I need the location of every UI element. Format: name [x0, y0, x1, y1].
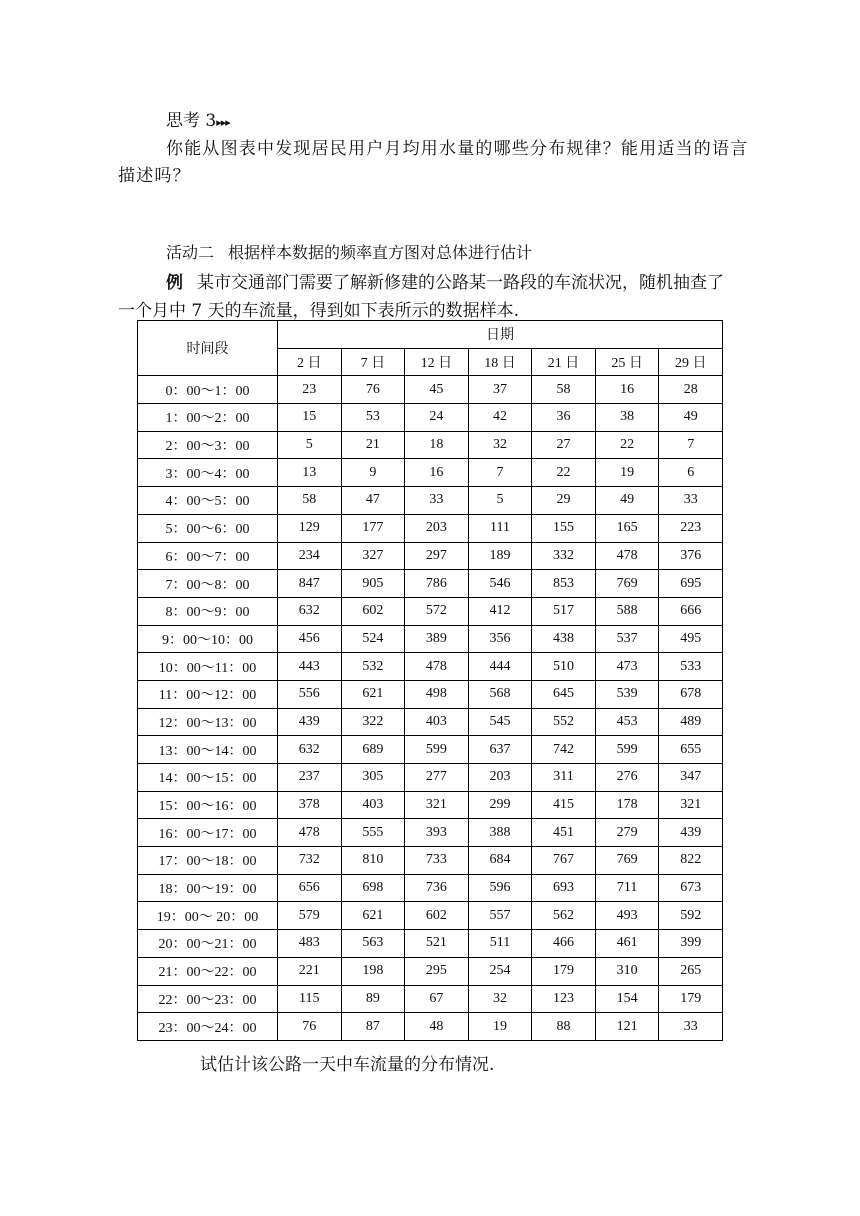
traffic-value-cell: 656	[278, 874, 342, 902]
traffic-value-cell: 473	[595, 653, 659, 681]
date-column-header: 25 日	[595, 348, 659, 376]
table-row	[138, 1013, 723, 1041]
traffic-value-cell: 403	[341, 791, 405, 819]
traffic-value-cell: 203	[468, 764, 532, 792]
task-footer: 试估计该公路一天中车流量的分布情况.	[200, 1055, 495, 1075]
table-row	[138, 708, 723, 736]
traffic-value-cell: 478	[278, 819, 342, 847]
table-row	[138, 459, 723, 487]
example-label: 例	[166, 273, 183, 293]
traffic-value-cell: 21	[341, 431, 405, 459]
traffic-value-cell: 311	[532, 764, 596, 792]
table-row	[138, 874, 723, 902]
traffic-value-cell: 155	[532, 514, 596, 542]
example-line-2: 一个月中 7 天的车流量，得到如下表所示的数据样本.	[118, 301, 520, 321]
traffic-value-cell: 905	[341, 570, 405, 598]
traffic-value-cell: 19	[595, 459, 659, 487]
question-line-2: 描述吗？	[118, 166, 191, 186]
traffic-value-cell: 297	[405, 542, 469, 570]
period-cell: 3：00～4：00	[138, 459, 278, 487]
traffic-value-cell: 461	[595, 930, 659, 958]
table-row	[138, 431, 723, 459]
traffic-value-cell: 89	[341, 985, 405, 1013]
traffic-value-cell: 552	[532, 708, 596, 736]
example-text-1: 某市交通部门需要了解新修建的公路某一路段的车流状况，随机抽查了	[197, 273, 724, 293]
traffic-value-cell: 322	[341, 708, 405, 736]
traffic-value-cell: 478	[595, 542, 659, 570]
traffic-value-cell: 76	[341, 376, 405, 404]
traffic-value-cell: 305	[341, 764, 405, 792]
traffic-value-cell: 389	[405, 625, 469, 653]
traffic-value-cell: 115	[278, 985, 342, 1013]
activity-title: 根据样本数据的频率直方图对总体进行估计	[228, 243, 533, 262]
traffic-value-cell: 579	[278, 902, 342, 930]
traffic-value-cell: 588	[595, 597, 659, 625]
date-column-header: 2 日	[278, 348, 342, 376]
traffic-value-cell: 179	[532, 957, 596, 985]
traffic-value-cell: 29	[532, 487, 596, 515]
traffic-value-cell: 111	[468, 514, 532, 542]
traffic-value-cell: 555	[341, 819, 405, 847]
traffic-value-cell: 88	[532, 1013, 596, 1041]
traffic-value-cell: 412	[468, 597, 532, 625]
traffic-value-cell: 45	[405, 376, 469, 404]
traffic-value-cell: 27	[532, 431, 596, 459]
traffic-value-cell: 22	[595, 431, 659, 459]
traffic-value-cell: 621	[341, 902, 405, 930]
traffic-value-cell: 23	[278, 376, 342, 404]
traffic-value-cell: 438	[532, 625, 596, 653]
traffic-value-cell: 736	[405, 874, 469, 902]
traffic-value-cell: 769	[595, 570, 659, 598]
traffic-value-cell: 28	[659, 376, 723, 404]
traffic-value-cell: 655	[659, 736, 723, 764]
traffic-value-cell: 444	[468, 653, 532, 681]
period-cell: 9：00～10：00	[138, 625, 278, 653]
traffic-value-cell: 439	[659, 819, 723, 847]
traffic-value-cell: 546	[468, 570, 532, 598]
table-row	[138, 404, 723, 432]
traffic-value-cell: 32	[468, 431, 532, 459]
traffic-value-cell: 19	[468, 1013, 532, 1041]
date-column-header: 21 日	[532, 348, 596, 376]
traffic-value-cell: 178	[595, 791, 659, 819]
period-cell: 23：00～24：00	[138, 1013, 278, 1041]
traffic-value-cell: 443	[278, 653, 342, 681]
traffic-value-cell: 632	[278, 597, 342, 625]
traffic-value-cell: 42	[468, 404, 532, 432]
traffic-value-cell: 511	[468, 930, 532, 958]
traffic-value-cell: 6	[659, 459, 723, 487]
traffic-value-cell: 521	[405, 930, 469, 958]
traffic-value-cell: 15	[278, 404, 342, 432]
traffic-value-cell: 786	[405, 570, 469, 598]
table-row	[138, 819, 723, 847]
period-cell: 15：00～16：00	[138, 791, 278, 819]
table-row	[138, 985, 723, 1013]
traffic-value-cell: 666	[659, 597, 723, 625]
table-row	[138, 791, 723, 819]
activity-heading	[166, 240, 532, 263]
traffic-value-cell: 732	[278, 847, 342, 875]
traffic-value-cell: 32	[468, 985, 532, 1013]
traffic-value-cell: 203	[405, 514, 469, 542]
traffic-value-cell: 48	[405, 1013, 469, 1041]
traffic-value-cell: 221	[278, 957, 342, 985]
traffic-value-cell: 234	[278, 542, 342, 570]
date-column-header: 18 日	[468, 348, 532, 376]
traffic-value-cell: 399	[659, 930, 723, 958]
traffic-table	[137, 320, 723, 1041]
period-cell: 2：00～3：00	[138, 431, 278, 459]
traffic-value-cell: 47	[341, 487, 405, 515]
traffic-value-cell: 295	[405, 957, 469, 985]
traffic-value-cell: 279	[595, 819, 659, 847]
think-heading	[166, 106, 230, 131]
traffic-value-cell: 456	[278, 625, 342, 653]
traffic-value-cell: 18	[405, 431, 469, 459]
period-cell: 16：00～17：00	[138, 819, 278, 847]
traffic-value-cell: 9	[341, 459, 405, 487]
table-row	[138, 764, 723, 792]
traffic-value-cell: 7	[468, 459, 532, 487]
traffic-value-cell: 277	[405, 764, 469, 792]
traffic-value-cell: 36	[532, 404, 596, 432]
traffic-value-cell: 33	[659, 487, 723, 515]
traffic-value-cell: 24	[405, 404, 469, 432]
traffic-value-cell: 38	[595, 404, 659, 432]
traffic-value-cell: 16	[405, 459, 469, 487]
table-row	[138, 570, 723, 598]
traffic-value-cell: 483	[278, 930, 342, 958]
traffic-value-cell: 310	[595, 957, 659, 985]
traffic-value-cell: 733	[405, 847, 469, 875]
traffic-value-cell: 621	[341, 680, 405, 708]
traffic-value-cell: 517	[532, 597, 596, 625]
table-row	[138, 847, 723, 875]
period-cell: 1：00～2：00	[138, 404, 278, 432]
period-cell: 7：00～8：00	[138, 570, 278, 598]
traffic-value-cell: 698	[341, 874, 405, 902]
traffic-value-cell: 165	[595, 514, 659, 542]
traffic-value-cell: 58	[532, 376, 596, 404]
traffic-value-cell: 596	[468, 874, 532, 902]
table-row	[138, 680, 723, 708]
traffic-value-cell: 822	[659, 847, 723, 875]
period-cell: 4：00～5：00	[138, 487, 278, 515]
traffic-value-cell: 847	[278, 570, 342, 598]
traffic-value-cell: 478	[405, 653, 469, 681]
traffic-value-cell: 179	[659, 985, 723, 1013]
traffic-value-cell: 332	[532, 542, 596, 570]
traffic-value-cell: 539	[595, 680, 659, 708]
traffic-value-cell: 533	[659, 653, 723, 681]
date-column-header: 7 日	[341, 348, 405, 376]
period-cell: 14：00～15：00	[138, 764, 278, 792]
traffic-value-cell: 378	[278, 791, 342, 819]
traffic-value-cell: 810	[341, 847, 405, 875]
traffic-value-cell: 177	[341, 514, 405, 542]
traffic-value-cell: 254	[468, 957, 532, 985]
table-row	[138, 542, 723, 570]
period-cell: 17：00～18：00	[138, 847, 278, 875]
traffic-value-cell: 37	[468, 376, 532, 404]
traffic-value-cell: 767	[532, 847, 596, 875]
traffic-value-cell: 67	[405, 985, 469, 1013]
traffic-value-cell: 237	[278, 764, 342, 792]
traffic-value-cell: 742	[532, 736, 596, 764]
traffic-value-cell: 563	[341, 930, 405, 958]
traffic-value-cell: 49	[659, 404, 723, 432]
traffic-value-cell: 198	[341, 957, 405, 985]
period-cell: 6：00～7：00	[138, 542, 278, 570]
traffic-value-cell: 495	[659, 625, 723, 653]
date-column-header: 29 日	[659, 348, 723, 376]
traffic-value-cell: 393	[405, 819, 469, 847]
date-header: 日期	[278, 321, 723, 349]
traffic-value-cell: 129	[278, 514, 342, 542]
traffic-value-cell: 33	[405, 487, 469, 515]
traffic-value-cell: 466	[532, 930, 596, 958]
period-cell: 18：00～19：00	[138, 874, 278, 902]
traffic-value-cell: 689	[341, 736, 405, 764]
traffic-value-cell: 673	[659, 874, 723, 902]
traffic-value-cell: 299	[468, 791, 532, 819]
traffic-value-cell: 53	[341, 404, 405, 432]
activity-label: 活动二	[166, 243, 215, 262]
traffic-value-cell: 87	[341, 1013, 405, 1041]
traffic-value-cell: 121	[595, 1013, 659, 1041]
traffic-value-cell: 545	[468, 708, 532, 736]
traffic-value-cell: 33	[659, 1013, 723, 1041]
traffic-value-cell: 376	[659, 542, 723, 570]
traffic-value-cell: 493	[595, 902, 659, 930]
example-line-1	[166, 268, 724, 293]
traffic-value-cell: 556	[278, 680, 342, 708]
period-header: 时间段	[138, 321, 278, 376]
traffic-value-cell: 592	[659, 902, 723, 930]
traffic-value-cell: 403	[405, 708, 469, 736]
traffic-value-cell: 58	[278, 487, 342, 515]
traffic-value-cell: 711	[595, 874, 659, 902]
traffic-value-cell: 853	[532, 570, 596, 598]
traffic-value-cell: 695	[659, 570, 723, 598]
traffic-value-cell: 693	[532, 874, 596, 902]
traffic-value-cell: 388	[468, 819, 532, 847]
period-cell: 8：00～9：00	[138, 597, 278, 625]
traffic-value-cell: 599	[405, 736, 469, 764]
traffic-value-cell: 602	[405, 902, 469, 930]
traffic-value-cell: 678	[659, 680, 723, 708]
traffic-value-cell: 572	[405, 597, 469, 625]
question-line-1: 你能从图表中发现居民用户月均用水量的哪些分布规律？能用适当的语言	[166, 139, 749, 159]
table-row	[138, 653, 723, 681]
table-row	[138, 902, 723, 930]
traffic-value-cell: 5	[278, 431, 342, 459]
table-row	[138, 930, 723, 958]
traffic-value-cell: 49	[595, 487, 659, 515]
traffic-value-cell: 524	[341, 625, 405, 653]
traffic-value-cell: 327	[341, 542, 405, 570]
period-cell: 21：00～22：00	[138, 957, 278, 985]
triangle-arrows-icon: ▸▸▸	[216, 116, 230, 129]
traffic-value-cell: 769	[595, 847, 659, 875]
table-row	[138, 597, 723, 625]
traffic-value-cell: 498	[405, 680, 469, 708]
period-cell: 13：00～14：00	[138, 736, 278, 764]
traffic-value-cell: 321	[405, 791, 469, 819]
traffic-value-cell: 415	[532, 791, 596, 819]
traffic-value-cell: 5	[468, 487, 532, 515]
traffic-value-cell: 489	[659, 708, 723, 736]
traffic-value-cell: 7	[659, 431, 723, 459]
traffic-value-cell: 599	[595, 736, 659, 764]
table-row	[138, 376, 723, 404]
traffic-value-cell: 537	[595, 625, 659, 653]
traffic-value-cell: 439	[278, 708, 342, 736]
traffic-value-cell: 321	[659, 791, 723, 819]
traffic-value-cell: 223	[659, 514, 723, 542]
think-label: 思考 3	[166, 111, 217, 131]
traffic-value-cell: 347	[659, 764, 723, 792]
traffic-value-cell: 76	[278, 1013, 342, 1041]
traffic-value-cell: 451	[532, 819, 596, 847]
traffic-value-cell: 265	[659, 957, 723, 985]
traffic-value-cell: 632	[278, 736, 342, 764]
traffic-value-cell: 356	[468, 625, 532, 653]
period-cell: 19：00～ 20：00	[138, 902, 278, 930]
traffic-value-cell: 123	[532, 985, 596, 1013]
table-row	[138, 487, 723, 515]
traffic-value-cell: 684	[468, 847, 532, 875]
date-column-header: 12 日	[405, 348, 469, 376]
traffic-value-cell: 154	[595, 985, 659, 1013]
traffic-value-cell: 602	[341, 597, 405, 625]
table-row	[138, 514, 723, 542]
traffic-value-cell: 16	[595, 376, 659, 404]
traffic-value-cell: 189	[468, 542, 532, 570]
period-cell: 5：00～6：00	[138, 514, 278, 542]
traffic-value-cell: 568	[468, 680, 532, 708]
traffic-value-cell: 532	[341, 653, 405, 681]
period-cell: 10：00～11：00	[138, 653, 278, 681]
period-cell: 11：00～12：00	[138, 680, 278, 708]
table-row	[138, 957, 723, 985]
period-cell: 22：00～23：00	[138, 985, 278, 1013]
traffic-value-cell: 276	[595, 764, 659, 792]
traffic-value-cell: 637	[468, 736, 532, 764]
traffic-value-cell: 453	[595, 708, 659, 736]
table-row	[138, 736, 723, 764]
traffic-value-cell: 562	[532, 902, 596, 930]
traffic-value-cell: 22	[532, 459, 596, 487]
traffic-value-cell: 510	[532, 653, 596, 681]
period-cell: 0：00～1：00	[138, 376, 278, 404]
table-row	[138, 625, 723, 653]
traffic-value-cell: 645	[532, 680, 596, 708]
period-cell: 20：00～21：00	[138, 930, 278, 958]
period-cell: 12：00～13：00	[138, 708, 278, 736]
traffic-value-cell: 13	[278, 459, 342, 487]
traffic-value-cell: 557	[468, 902, 532, 930]
table-body	[138, 376, 723, 1041]
